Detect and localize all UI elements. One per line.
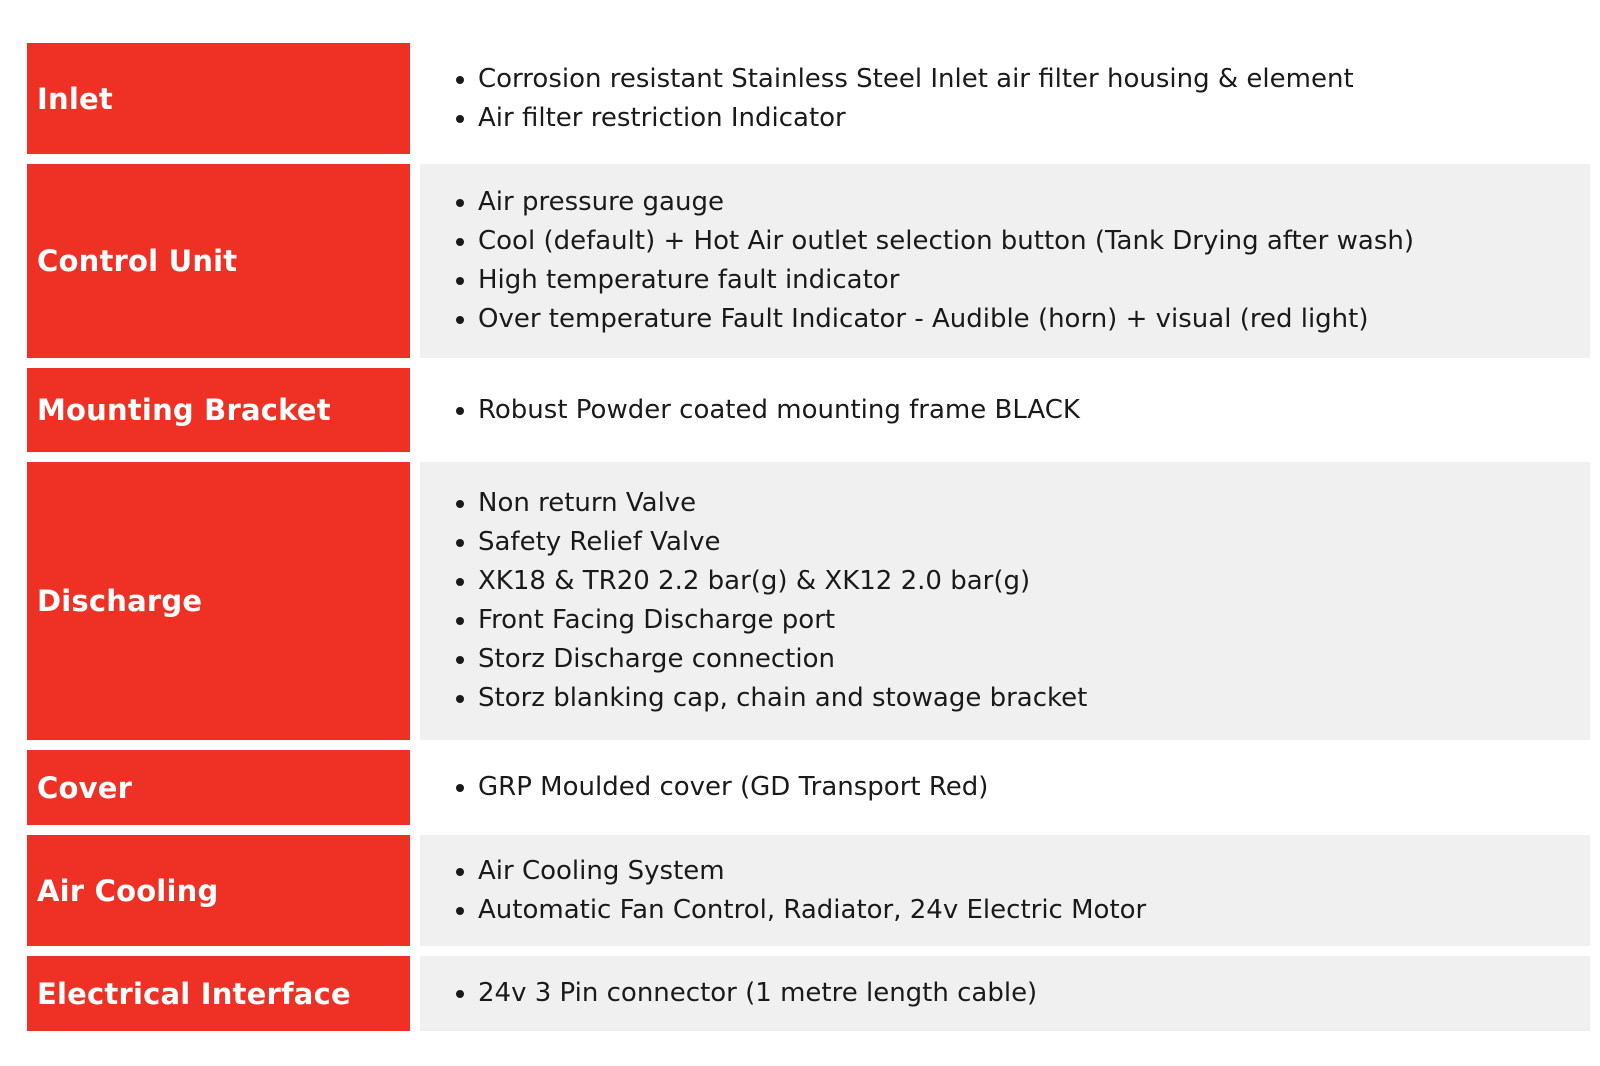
list-item: Automatic Fan Control, Radiator, 24v Electric Motor	[456, 891, 1146, 930]
list-item: GRP Moulded cover (GD Transport Red)	[456, 768, 988, 807]
list-item: Cool (default) + Hot Air outlet selection button (Tank Drying after wash)	[456, 222, 1414, 261]
bullet-list	[420, 768, 988, 807]
list-item: Air pressure gauge	[456, 183, 1414, 222]
spec-row-mounting-bracket	[27, 368, 1590, 452]
spec-row-air-cooling	[27, 835, 1590, 946]
list-item: Robust Powder coated mounting frame BLACK	[456, 391, 1080, 430]
list-item: Storz blanking cap, chain and stowage bracket	[456, 679, 1087, 718]
spec-row-inlet	[27, 43, 1590, 154]
row-content-inlet	[420, 43, 1590, 154]
list-item: High temperature fault indicator	[456, 261, 1414, 300]
row-content-electrical-interface	[420, 956, 1590, 1031]
row-content-discharge	[420, 462, 1590, 740]
row-label-discharge: Discharge	[27, 462, 410, 740]
spec-row-control-unit	[27, 164, 1590, 358]
row-label-mounting-bracket: Mounting Bracket	[27, 368, 410, 452]
list-item: Air Cooling System	[456, 852, 1146, 891]
bullet-list	[420, 852, 1146, 930]
list-item: 24v 3 Pin connector (1 metre length cable)	[456, 974, 1037, 1013]
row-label-electrical-interface: Electrical Interface	[27, 956, 410, 1031]
row-label-air-cooling: Air Cooling	[27, 835, 410, 946]
row-label-cover: Cover	[27, 750, 410, 825]
spec-row-cover	[27, 750, 1590, 825]
row-content-mounting-bracket	[420, 368, 1590, 452]
row-content-air-cooling	[420, 835, 1590, 946]
spec-row-discharge	[27, 462, 1590, 740]
list-item: Safety Relief Valve	[456, 523, 1087, 562]
spec-row-electrical-interface	[27, 956, 1590, 1031]
bullet-list	[420, 60, 1354, 138]
bullet-list	[420, 484, 1087, 718]
list-item: XK18 & TR20 2.2 bar(g) & XK12 2.0 bar(g)	[456, 562, 1087, 601]
list-item: Corrosion resistant Stainless Steel Inlet air filter housing & element	[456, 60, 1354, 99]
bullet-list	[420, 183, 1414, 339]
list-item: Front Facing Discharge port	[456, 601, 1087, 640]
list-item: Air filter restriction Indicator	[456, 99, 1354, 138]
row-label-inlet: Inlet	[27, 43, 410, 154]
list-item: Over temperature Fault Indicator - Audible (horn) + visual (red light)	[456, 300, 1414, 339]
row-content-cover	[420, 750, 1590, 825]
bullet-list	[420, 391, 1080, 430]
bullet-list	[420, 974, 1037, 1013]
list-item: Storz Discharge connection	[456, 640, 1087, 679]
row-content-control-unit	[420, 164, 1590, 358]
row-label-control-unit: Control Unit	[27, 164, 410, 358]
list-item: Non return Valve	[456, 484, 1087, 523]
